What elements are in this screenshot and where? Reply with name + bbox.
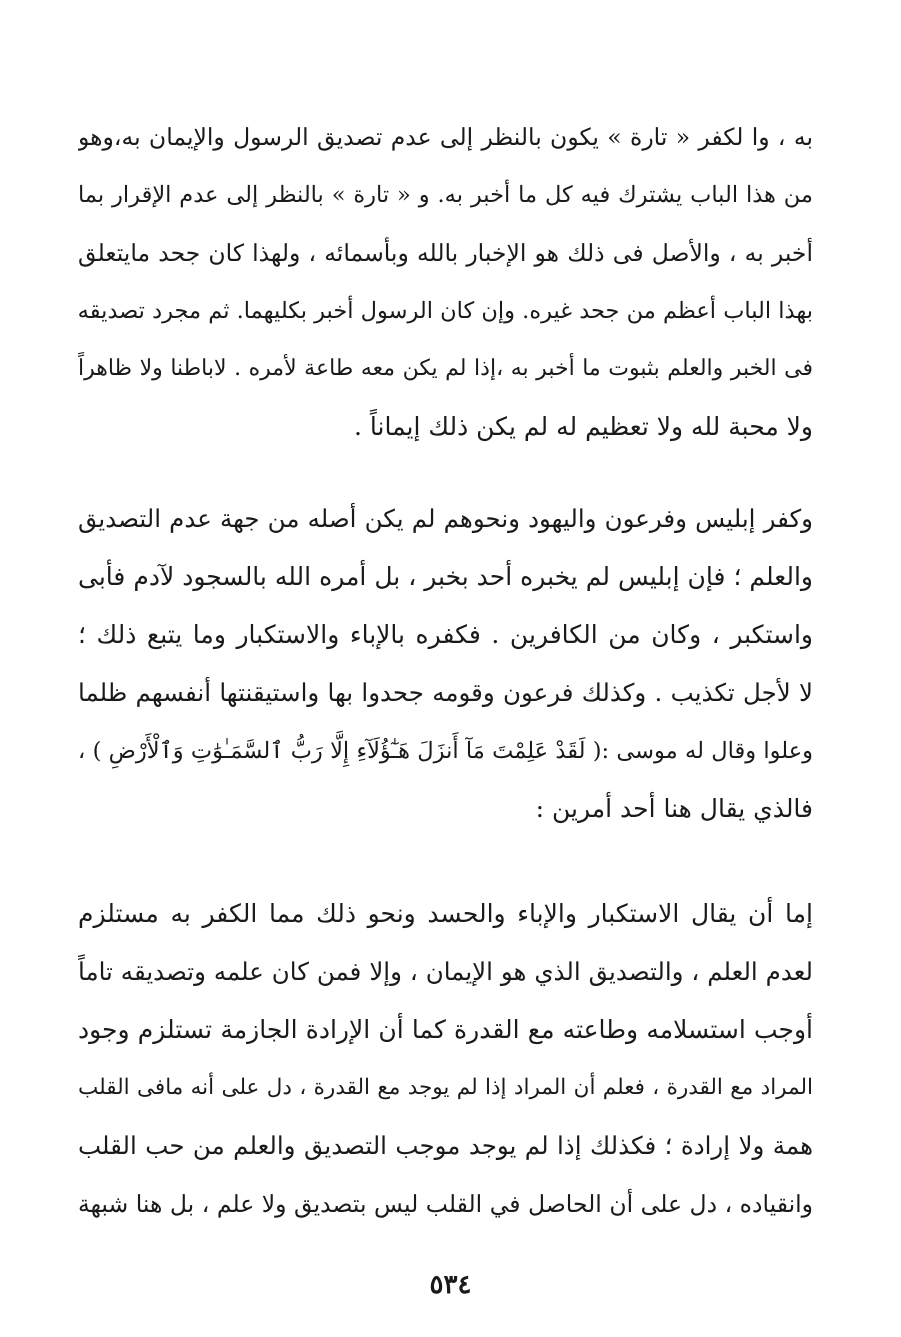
text-line: والعلم ؛ فإن إبليس لم يخبره أحد بخبر ، بل أمره الله بالسجود لآدم فأبى: [78, 562, 813, 591]
text-line: لا لأجل تكذيب . وكذلك فرعون وقومه جحدوا بها واستيقنتها أنفسهم ظلما: [78, 678, 813, 707]
text-line: به ، وا لكفر « تارة » يكون بالنظر إلى عدم تصديق الرسول والإيمان به،وهو: [78, 123, 813, 151]
text-line: إما أن يقال الاستكبار والإباء والحسد ونحو ذلك مما الكفر به مستلزم: [78, 899, 813, 928]
quran-verse-line: وعلوا وقال له موسى :( لَقَدْ عَلِمْتَ مَآ أَنزَلَ هَـٰٓؤُلَآءِ إِلَّا رَبُّ ٱلسَّمَـٰوَٰتِ وَٱلْأَرْضِ ) ،: [78, 738, 813, 764]
text-line: من هذا الباب يشترك فيه كل ما أخبر به. و « تارة » بالنظر إلى عدم الإقرار بما: [78, 182, 813, 208]
text-line: ولا محبة لله ولا تعظيم له لم يكن ذلك إيماناً .: [354, 412, 813, 441]
text-line: أخبر به ، والأصل فى ذلك هو الإخبار بالله وبأسمائه ، ولهذا كان جحد مايتعلق: [78, 239, 813, 267]
text-line: فالذي يقال هنا أحد أمرين :: [535, 794, 813, 823]
text-line: لعدم العلم ، والتصديق الذي هو الإيمان ، وإلا فمن كان علمه وتصديقه تاماً: [78, 957, 813, 986]
text-line: بهذا الباب أعظم من جحد غيره. وإن كان الرسول أخبر بكليهما. ثم مجرد تصديقه: [78, 298, 813, 324]
text-line: المراد مع القدرة ، فعلم أن المراد إذا لم يوجد مع القدرة ، دل على أنه مافى القلب: [78, 1075, 813, 1100]
text-line: فى الخبر والعلم بثبوت ما أخبر به ،إذا لم يكن معه طاعة لأمره . لاباطنا ولا ظاهراً: [78, 356, 813, 381]
text-line: وكفر إبليس وفرعون واليهود ونحوهم لم يكن أصله من جهة عدم التصديق: [78, 504, 813, 533]
paragraph-3: [78, 885, 813, 1233]
paragraph-2: [78, 490, 813, 838]
text-line: همة ولا إرادة ؛ فكذلك إذا لم يوجد موجب التصديق والعلم من حب القلب: [78, 1131, 813, 1160]
text-line: أوجب استسلامه وطاعته مع القدرة كما أن الإرادة الجازمة تستلزم وجود: [78, 1015, 813, 1044]
page-number: ٥٣٤: [429, 1270, 472, 1300]
text-line: وانقياده ، دل على أن الحاصل في القلب ليس بتصديق ولا علم ، بل هنا شبهة: [78, 1190, 813, 1218]
paragraph-1: [78, 108, 813, 456]
text-line: واستكبر ، وكان من الكافرين . فكفره بالإباء والاستكبار وما يتبع ذلك ؛: [78, 620, 813, 649]
